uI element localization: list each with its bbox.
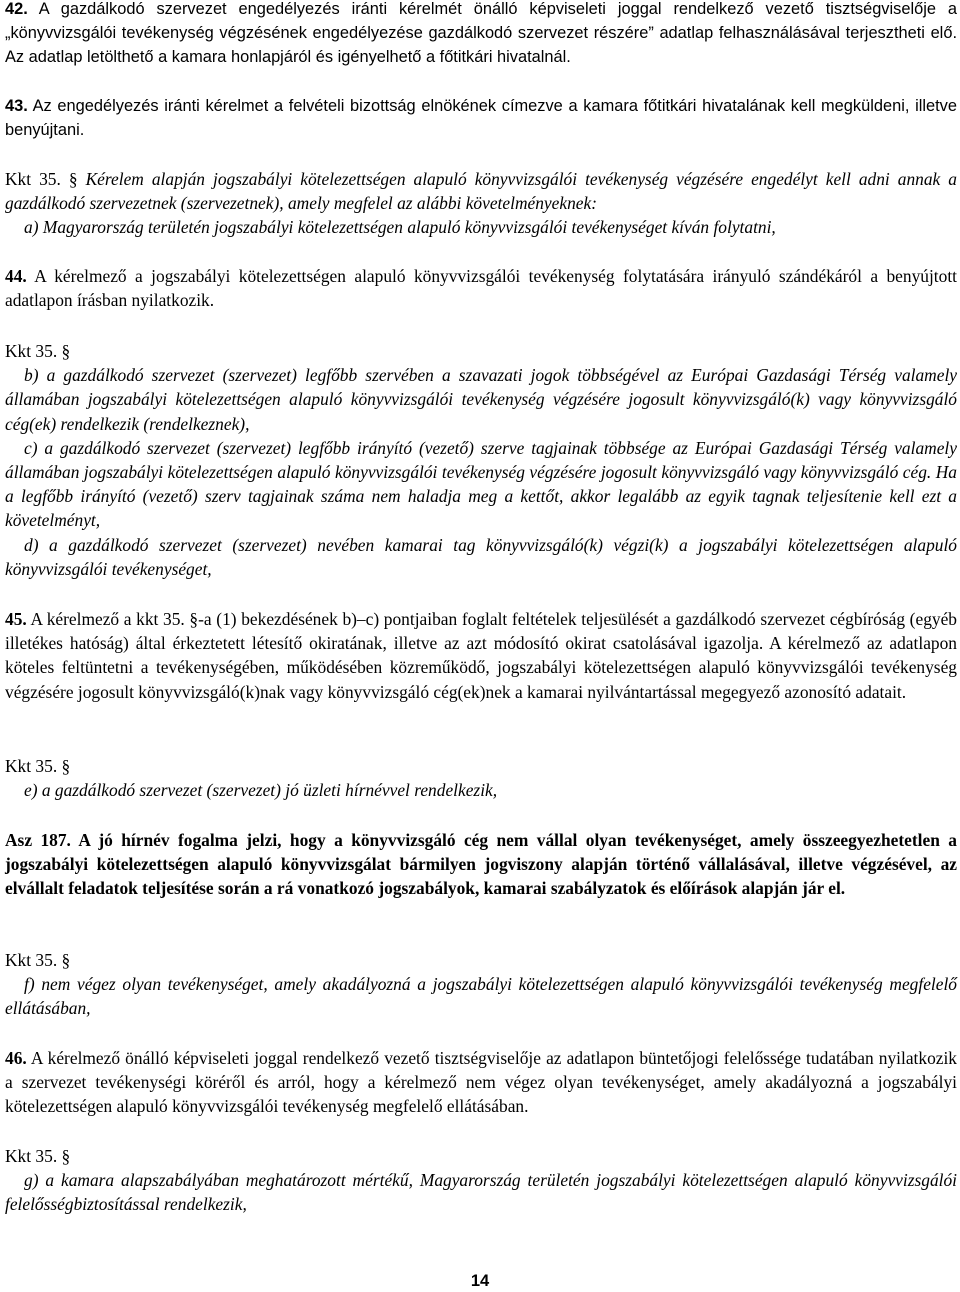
paragraph-text: A kérelmező önálló képviseleti joggal rendelkező vezető tisztségviselője az adatlapon büntetőjogi felelőssége tudatában nyilatkozik a szervezet tevékenységi köréről és arról, hogy a kérelmező nem végez olyan tevékenységet, amely akadályozná a jogszabályi kötelezettségen alapuló könyvvizsgálói tevékenység megfelelő ellátásában. [5, 1048, 958, 1117]
law-quote-3 [5, 754, 957, 802]
law-item-b: b) a gazdálkodó szervezet (szervezet) legfőbb szervében a szavazati jogok többségével az Európai Gazdasági Térség valamely államában jogszabályi kötelezettségen alapuló könyvvizsgálói tevékenység végzésére jogosult könyvvizsgáló(k) vagy könyvvizsgáló cég(ek) rendelkezik (rendelkeznek), [5, 365, 957, 434]
law-item-c: c) a gazdálkodó szervezet (szervezet) legfőbb irányító (vezető) szerve tagjainak többsége az Európai Gazdasági Térség valamely államában jogszabályi kötelezettségen alapuló könyvvizsgálói tevékenység végzésére jogosult könyvvizsgáló vagy könyvvizsgáló cég. Ha a legfőbb irányító (vezető) szerv tagjainak száma nem haladja meg a kettőt, akkor legalább az egyik tagnak teljesítenie kell ezt a követelményt, [5, 437, 957, 531]
paragraph-46 [5, 1046, 957, 1119]
law-text: Kérelem alapján jogszabályi kötelezettségen alapuló könyvvizsgálói tevékenység végzésére engedélyt kell adni annak a gazdálkodó szervezetnek (szervezetnek), amely megfelel az alábbi követelményeknek: [5, 169, 957, 214]
law-reference: Kkt 35. § [5, 756, 71, 776]
law-quote-2 [5, 339, 957, 581]
law-item-e: e) a gazdálkodó szervezet (szervezet) jó üzleti hírnévvel rendelkezik, [24, 780, 498, 801]
standard-asz-187 [5, 828, 957, 901]
paragraph-number: 46. [5, 1048, 27, 1068]
law-item-d: d) a gazdálkodó szervezet (szervezet) nevében kamarai tag könyvvizsgáló(k) végzi(k) a jogszabályi kötelezettségen alapuló könyvvizsgálói tevékenységet, [5, 534, 957, 579]
paragraph-44 [5, 264, 957, 312]
paragraph-45 [5, 607, 957, 704]
law-quote-4 [5, 948, 957, 1021]
law-reference: Kkt 35. § [5, 169, 78, 189]
law-reference: Kkt 35. § [5, 950, 71, 970]
paragraph-text: Az engedélyezés iránti kérelmet a felvételi bizottság elnökének címezve a kamara főtitkári hivatalának kell megküldeni, illetve benyújtani. [5, 97, 957, 140]
standard-text: A jó hírnév fogalma jelzi, hogy a könyvvizsgáló cég nem vállal olyan tevékenységet, amely összeegyezhetetlen a jogszabályi kötelezettségen alapuló könyvvizsgálat bármilyen jogviszony alapján történő vállalásával, illetve végzésével, az elvállalt feladatok teljesítése során a rá vonatkozó jogszabályok, kamarai szabályzatok és előírások alapján jár el. [5, 830, 957, 899]
law-item-a: a) Magyarország területén jogszabályi kötelezettségen alapuló könyvvizsgálói tevékenységet kíván folytatni, [24, 217, 776, 238]
law-item-g: g) a kamara alapszabályában meghatározott mértékű, Magyarország területén jogszabályi kötelezettségen alapuló könyvvizsgálói felelősségbiztosítással rendelkezik, [5, 1170, 957, 1215]
paragraph-number: 43. [5, 97, 28, 115]
paragraph-text: A gazdálkodó szervezet engedélyezés iránti kérelmét önálló képviseleti joggal rendelkező vezető tisztségviselője a „könyvvizsgálói tevékenység végzésének engedélyezése gazdálkodó szervezet részére” adatlap felhasználásával terjesztheti elő. Az adatlap letölthető a kamara honlapjáról és igényelhető a főtitkári hivatalnál. [5, 0, 957, 67]
paragraph-number: 42. [5, 0, 28, 18]
page-number: 14 [470, 1272, 490, 1290]
law-reference: Kkt 35. § [5, 1146, 71, 1166]
paragraph-number: 45. [5, 609, 27, 629]
law-quote-5 [5, 1144, 957, 1217]
standard-reference: Asz 187. [5, 830, 71, 850]
law-item-f: f) nem végez olyan tevékenységet, amely akadályozná a jogszabályi kötelezettségen alapuló könyvvizsgálói tevékenység megfelelő ellátásában, [5, 974, 957, 1019]
paragraph-text: A kérelmező a jogszabályi kötelezettségen alapuló könyvvizsgálói tevékenység folytatására irányuló szándékáról a benyújtott adatlapon írásban nyilatkozik. [5, 266, 957, 311]
paragraph-text: A kérelmező a kkt 35. §-a (1) bekezdésének b)–c) pontjaiban foglalt feltételek teljesülését a gazdálkodó szervezet cégbíróság (egyéb illetékes hatóság) által érkeztetett létesítő okiratának, illetve az azt módosító okirat csatolásával igazolja. A kérelmező az adatlapon köteles feltüntetni a tevékenységében, működésében közreműködő, jogszabályi kötelezettségen alapuló könyvvizsgálói tevékenység végzésére jogosult könyvvizsgáló(k)nak vagy könyvvizsgáló cég(ek)nek a kamarai nyilvántartással megegyező azonosító adatait. [5, 609, 958, 702]
paragraph-42 [5, 0, 957, 70]
paragraph-number: 44. [5, 266, 27, 286]
law-quote-1 [5, 167, 957, 240]
paragraph-43 [5, 94, 957, 142]
law-quote-text [5, 167, 957, 215]
law-reference: Kkt 35. § [5, 341, 71, 361]
